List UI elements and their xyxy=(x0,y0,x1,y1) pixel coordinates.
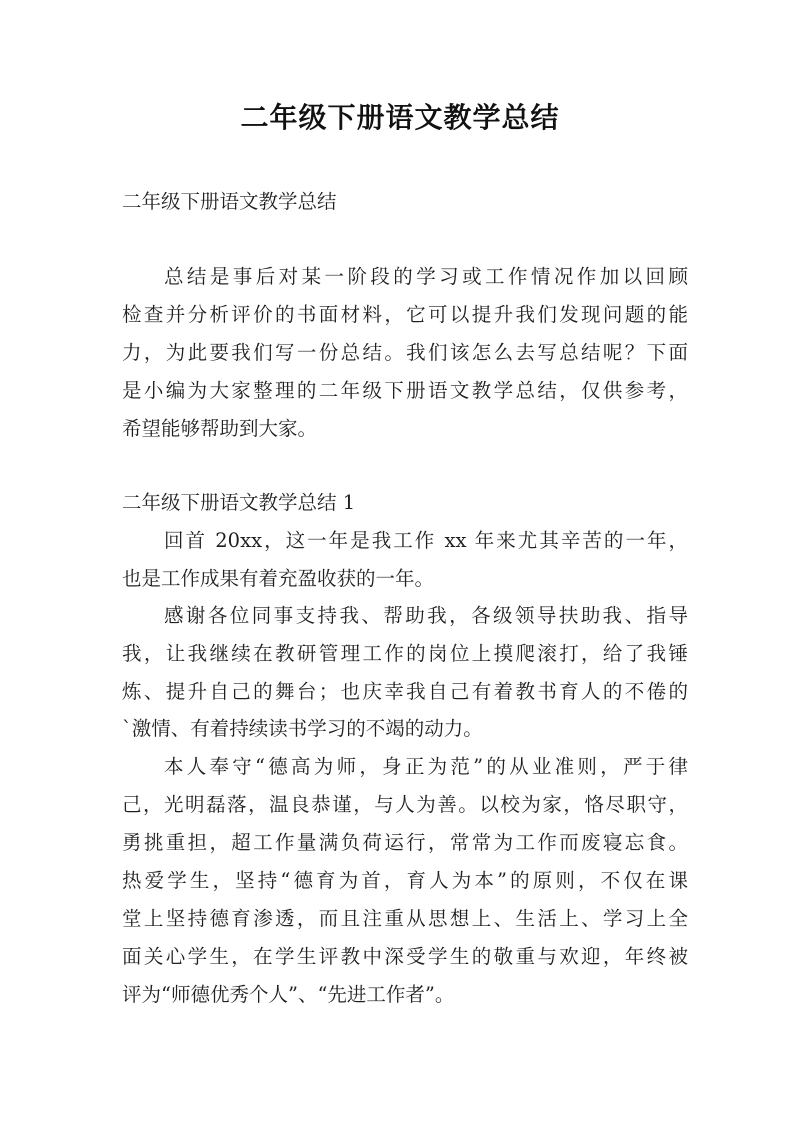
paragraph-line: 面关心学生，在学生评教中深受学生的敬重与欢迎，年终被 xyxy=(122,945,688,968)
intro-line: 检查并分析评价的书面材料，它可以提升我们发现问题的能 xyxy=(122,303,688,326)
paragraph-line: 感谢各位同事支持我、帮助我，各级领导扶助我、指导 xyxy=(164,604,688,627)
intro-line: 力，为此要我们写一份总结。我们该怎么去写总结呢？下面 xyxy=(122,341,688,364)
paragraph-line: 勇挑重担，超工作量满负荷运行，常常为工作而废寝忘食。 xyxy=(122,831,688,854)
paragraph-line: 本人奉守“德高为师，身正为范”的从业准则，严于律 xyxy=(164,755,688,778)
paragraph-line: 己，光明磊落，温良恭谨，与人为善。以校为家，恪尽职守， xyxy=(122,793,688,816)
document-title: 二年级下册语文教学总结 xyxy=(240,101,560,134)
intro-line: 总结是事后对某一阶段的学习或工作情况作加以回顾 xyxy=(164,265,688,288)
section-heading: 二年级下册语文教学总结 1 xyxy=(122,491,356,514)
paragraph-line: 回首 20xx，这一年是我工作 xx 年来尤其辛苦的一年， xyxy=(164,529,688,552)
paragraph-line: `激情、有着持续读书学习的不竭的动力。 xyxy=(122,717,483,740)
intro-line: 是小编为大家整理的二年级下册语文教学总结，仅供参考， xyxy=(122,379,688,402)
paragraph-line: 评为“师德优秀个人”、“先进工作者”。 xyxy=(122,983,455,1006)
paragraph-line: 热爱学生，坚持“德育为首，育人为本”的原则，不仅在课 xyxy=(122,869,688,892)
paragraph-line: 堂上坚持德育渗透，而且注重从思想上、生活上、学习上全 xyxy=(122,907,688,930)
paragraph-line: 我，让我继续在教研管理工作的岗位上摸爬滚打，给了我锤 xyxy=(122,642,688,665)
paragraph-line: 炼、提升自己的舞台；也庆幸我自己有着教书育人的不倦的 xyxy=(122,680,688,703)
paragraph-line: 也是工作成果有着充盈收获的一年。 xyxy=(122,567,435,590)
intro-line: 希望能够帮助到大家。 xyxy=(122,417,318,440)
document-subtitle: 二年级下册语文教学总结 xyxy=(122,190,337,213)
